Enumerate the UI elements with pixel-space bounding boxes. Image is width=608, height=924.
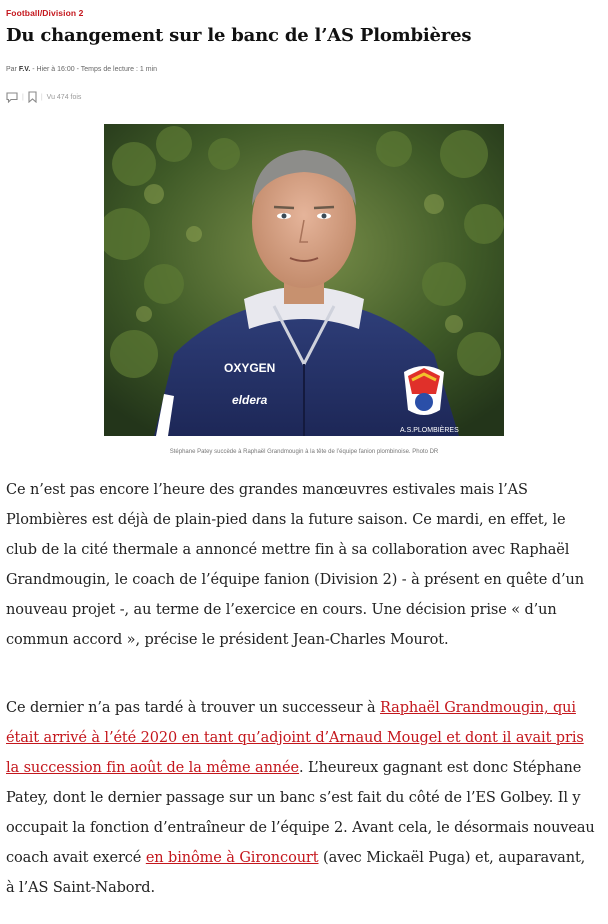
link-gironcourt[interactable]: en binôme à Gironcourt: [145, 850, 319, 866]
badge-text: A.S.PLOMBIÈRES: [400, 427, 459, 434]
photo-caption: Stéphane Patey succède à Raphaël Grandmougin à la tête de l’équipe fanion plombinoise. Photo DR: [169, 449, 439, 455]
byline-date: Hier à 16:00: [36, 66, 75, 73]
bookmark-icon[interactable]: [28, 91, 37, 103]
byline-reading-time: Temps de lecture : 1 min: [80, 66, 158, 73]
jacket-text-eldera: eldera: [232, 393, 268, 407]
tool-separator: |: [22, 93, 24, 101]
comment-icon[interactable]: [6, 92, 18, 103]
article-paragraph-1: Ce n’est pas encore l’heure des grandes manœuvres estivales mais l’AS Plombières est déjà de plain-pied dans la future saison. Ce mardi, en effet, le club de la cité thermale a annoncé mettre fin à sa collaboration avec Raphaël Grandmougin, le coach de l’équipe fanion (Division 2) - à présent en quête d’un nouveau projet -, au terme de l’exercice en cours. Une décision prise « d’un commun accord », précise le président Jean-Charles Mourot.: [6, 482, 584, 648]
club-badge-icon: [404, 366, 444, 415]
byline: [6, 66, 157, 73]
article-photo[interactable]: [104, 124, 504, 436]
category-link[interactable]: Football/Division 2: [6, 8, 84, 18]
jacket-text-oxygen: OXYGEN: [224, 361, 276, 375]
article-title: Du changement sur le banc de l’AS Plombières: [6, 25, 472, 46]
byline-sep-2: -: [74, 66, 81, 73]
byline-sep-1: -: [30, 66, 37, 73]
tool-separator: |: [40, 93, 43, 101]
paragraph-2-text-2: . L’heureux gagnant est donc Stéphane Patey, dont le dernier passage sur un banc s’est fait du côté de l’ES Golbey. Il y occupait la fonction d’entraîneur de l’équipe 2. Avant cela, le désormais nouveau coach avait exercé: [6, 760, 595, 866]
views-count: Vu 474 fois: [46, 93, 82, 101]
paragraph-2-text-3: (avec Mickaël Puga) et, auparavant, à l’AS Saint-Nabord.: [6, 850, 586, 896]
paragraph-2-text-1: Ce dernier n’a pas tardé à trouver un successeur à: [6, 700, 381, 716]
byline-author: F.V.: [18, 66, 31, 73]
article-tools: [6, 90, 81, 104]
byline-prefix: Par: [6, 66, 17, 73]
link-grandmougin[interactable]: Raphaël Grandmougin, qui était arrivé à l’été 2020 en tant qu’adjoint d’Arnaud Mougel et dont il avait pris la succession fin août de la même année: [6, 700, 584, 776]
article-paragraph-2: [6, 693, 598, 903]
